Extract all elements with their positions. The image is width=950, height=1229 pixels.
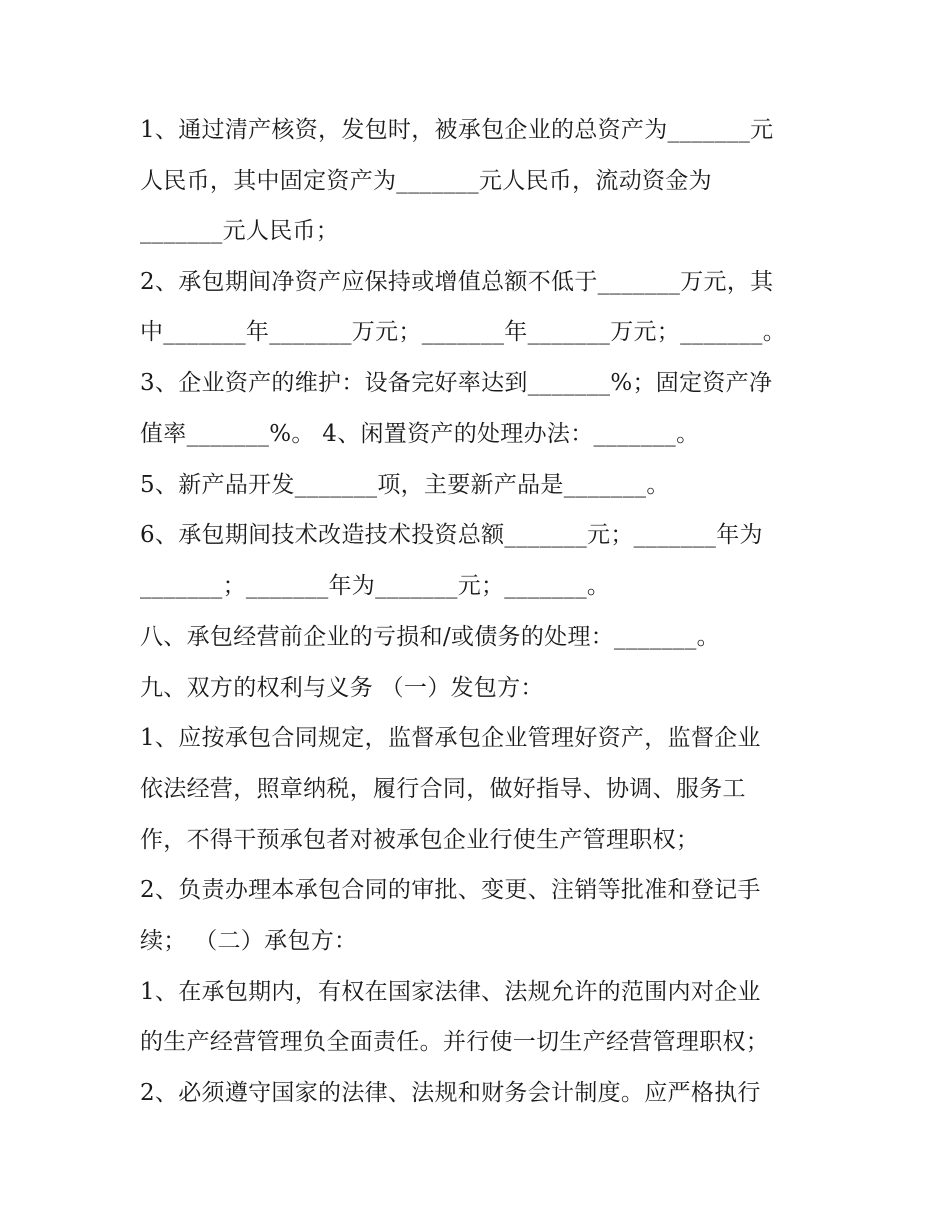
text-line: 1、在承包期内，有权在国家法律、法规允许的范围内对企业: [140, 979, 761, 1005]
text-line: 2、必须遵守国家的法律、法规和财务会计制度。应严格执行: [140, 1080, 761, 1106]
text-line: 八、承包经营前企业的亏损和/或债务的处理：_______。: [140, 624, 720, 650]
text-line: _______元人民币；: [140, 218, 340, 244]
text-line: 2、承包期间净资产应保持或增值总额不低于_______万元，其: [140, 269, 774, 295]
text-line: 1、通过清产核资，发包时，被承包企业的总资产为_______元: [140, 117, 774, 143]
text-line: 续； （二）承包方：: [140, 928, 358, 954]
text-line: 值率_______%。 4、闲置资产的处理办法：_______。: [140, 421, 700, 447]
text-line: 1、应按承包合同规定，监督承包企业管理好资产，监督企业: [140, 725, 761, 751]
text-line: 6、承包期间技术改造技术投资总额_______元；_______年为: [140, 522, 763, 548]
text-line: 2、负责办理本承包合同的审批、变更、注销等批准和登记手: [140, 877, 761, 903]
text-line: 5、新产品开发_______项，主要新产品是_______。: [140, 472, 670, 498]
text-line: _______；_______年为_______元；_______。: [140, 573, 611, 599]
text-line: 作，不得干预承包者对被承包企业行使生产管理职权；: [140, 827, 700, 853]
text-line: 3、企业资产的维护：设备完好率达到_______%；固定资产净: [140, 370, 773, 396]
text-line: 依法经营，照章纳税，履行合同，做好指导、协调、服务工: [140, 776, 746, 802]
text-line: 的生产经营管理负全面责任。并行使一切生产经营管理职权；: [140, 1029, 770, 1055]
text-line: 人民币，其中固定资产为_______元人民币，流动资金为: [140, 168, 712, 194]
text-line: 中_______年_______万元；_______年_______万元；_______。: [140, 319, 786, 345]
text-line: 九、双方的权利与义务 （一）发包方：: [140, 675, 544, 701]
